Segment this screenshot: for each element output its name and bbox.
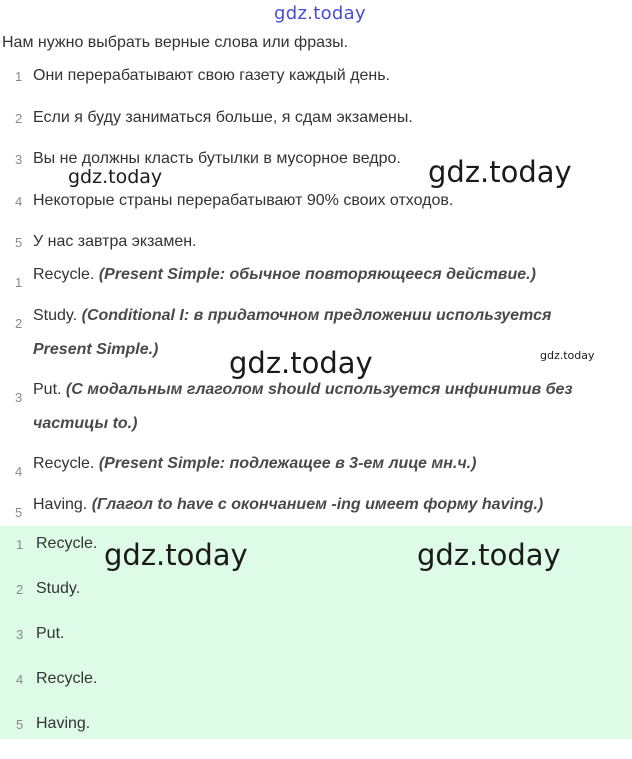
list-item xyxy=(0,373,600,447)
list-item xyxy=(0,191,632,233)
item-number: 4 xyxy=(16,672,24,687)
item-text: Они перерабатывают свою газету каждый день. xyxy=(33,67,390,84)
explanation-list xyxy=(0,258,600,529)
item-number: 3 xyxy=(16,627,24,642)
item-number: 2 xyxy=(16,582,24,597)
item-word: Having. xyxy=(33,496,88,513)
item-text: У нас завтра экзамен. xyxy=(33,233,197,250)
watermark: gdz.today xyxy=(229,346,373,380)
item-number: 5 xyxy=(15,505,23,520)
watermark: gdz.today xyxy=(104,538,248,572)
answer-text: Recycle. xyxy=(36,535,98,552)
item-word: Recycle. xyxy=(33,266,95,283)
item-text: Если я буду заниматься больше, я сдам экзамены. xyxy=(33,108,413,126)
answer-text: Recycle. xyxy=(36,670,98,687)
item-number: 1 xyxy=(15,69,23,84)
list-item xyxy=(0,579,632,624)
list-item xyxy=(0,669,632,714)
answer-text: Put. xyxy=(36,625,65,642)
answer-text: Study. xyxy=(36,580,81,597)
list-item xyxy=(0,488,600,529)
item-number: 5 xyxy=(15,235,23,250)
item-note: (Conditional I: в придаточном предложении используется Present Simple.) xyxy=(33,307,552,358)
site-logo[interactable]: gdz.today xyxy=(274,3,366,24)
item-number: 1 xyxy=(15,275,23,290)
item-text: Вы не должны класть бутылки в мусорное ведро. xyxy=(33,150,401,167)
item-number: 1 xyxy=(16,537,24,552)
watermark: gdz.today xyxy=(417,538,561,572)
list-item xyxy=(0,66,632,108)
watermark: gdz.today xyxy=(428,155,572,189)
item-number: 4 xyxy=(15,464,23,479)
item-note: (С модальным глаголом should используется инфинитив без частицы to.) xyxy=(33,381,573,432)
list-item xyxy=(0,714,632,759)
item-note: (Present Simple: обычное повторяющееся действие.) xyxy=(98,266,536,283)
intro-text: Нам нужно выбрать верные слова или фразы. xyxy=(2,34,349,51)
list-item xyxy=(0,624,632,669)
item-number: 3 xyxy=(15,152,23,167)
item-note: (Глагол to have с окончанием -ing имеет форму having.) xyxy=(91,496,544,513)
item-number: 3 xyxy=(15,390,23,405)
item-word: Study. xyxy=(33,307,78,324)
item-number: 2 xyxy=(15,316,23,331)
list-item xyxy=(0,258,600,299)
answer-text: Having. xyxy=(36,715,91,732)
item-text: Некоторые страны перерабатывают 90% своих отходов. xyxy=(33,191,454,209)
watermark: gdz.today xyxy=(68,166,163,188)
list-item xyxy=(0,108,632,150)
list-item xyxy=(0,447,600,488)
item-word: Put. xyxy=(33,381,62,398)
item-number: 4 xyxy=(15,193,23,209)
watermark: gdz.today xyxy=(540,349,595,362)
item-note: (Present Simple: подлежащее в 3-ем лице мн.ч.) xyxy=(98,455,477,472)
item-number: 5 xyxy=(16,717,24,732)
item-word: Recycle. xyxy=(33,455,95,472)
item-number: 2 xyxy=(15,110,23,126)
